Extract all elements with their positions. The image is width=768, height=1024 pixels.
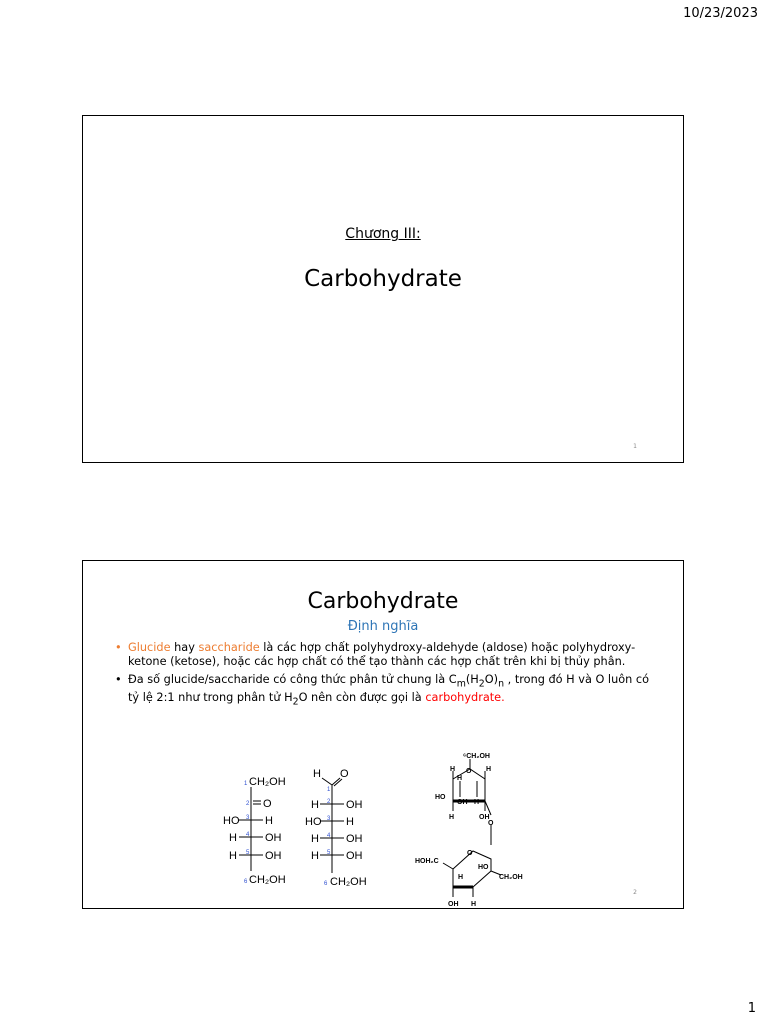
glucose-num-1: 1 [327,787,331,793]
disaccharide-ring-o-bottom: O [467,850,473,857]
dis-label-4: HO [435,794,446,801]
glucose-c4-left: H [311,833,319,845]
fructose-c1: CH₂OH [249,776,286,788]
term-glucide: Glucide [128,641,171,654]
disaccharide-bridge-o: O [488,820,494,827]
glucose-num-5: 5 [327,850,331,856]
dis-label-11: CH₂OH [499,874,523,881]
slide-2-subtitle: Định nghĩa [347,619,419,634]
water-sub-2: 2 [292,696,299,708]
page-number: 1 [747,1001,756,1016]
dis-label-1: H [457,775,463,782]
fructose-num-4: 4 [246,832,250,838]
word-hay: hay [170,641,199,654]
fructose-num-5: 5 [246,850,250,856]
definition-bullet-2 [115,673,651,710]
definition-list [115,641,651,714]
disaccharide-ring-o-top: O [466,768,472,775]
slide-1 [82,115,684,463]
dis-label-6: OH [479,814,490,821]
formula-text-4: , trong đó H và O luôn có tỷ lệ 2:1 như trong phân tử H [128,673,650,705]
fructose-c3-right: H [265,815,273,827]
disaccharide-top-ch2oh: ⁶CH₂OH [463,753,490,760]
fructose-c5-left: H [229,850,237,862]
fructose-num-3: 3 [246,815,250,821]
term-carbohydrate: carbohydrate. [425,691,505,705]
formula-text-1: Đa số glucide/saccharide có công thức phân tử chung là C [128,673,457,686]
formula-sub-m: m [456,678,466,690]
slide-2 [82,560,684,909]
dis-label-12: OH [448,901,459,908]
dis-label-8: HOH₂C [415,858,439,865]
slide-2-number: 2 [633,889,637,896]
dis-label-3: OH [457,799,468,806]
glucose-c3-right: H [346,816,354,828]
glucose-num-6: 6 [324,881,328,887]
dis-label-7: H [449,814,455,821]
dis-label-5: H [474,799,480,806]
dis-label-13: H [471,901,477,908]
fructose-num-1: 1 [244,781,248,787]
glucose-aldehyde-o: O [340,768,349,780]
fructose-num-2: 2 [246,801,250,807]
glucose-aldehyde-h: H [313,768,321,780]
slide-1-title: Carbohydrate [304,266,462,292]
fructose-num-6: 6 [244,879,248,885]
glucose-c3-left: HO [305,816,322,828]
fructose-fischer-structure [221,773,296,895]
fructose-c5-right: OH [265,850,282,862]
glucose-num-3: 3 [327,816,331,822]
fructose-c6: CH₂OH [249,874,286,886]
fructose-c3-left: HO [223,815,240,827]
glucose-num-4: 4 [327,833,331,839]
dis-label-10: HO [478,864,489,871]
fructose-c4-right: OH [265,832,282,844]
formula-text-5: O nên còn được gọi là [298,691,426,705]
glucose-c2-right: OH [346,799,363,811]
glucose-c6: CH₂OH [330,876,367,888]
disaccharide-haworth-structure [415,749,535,913]
slide-2-title: Carbohydrate [307,589,459,614]
glucose-num-2: 2 [327,799,331,805]
fructose-c2-oxygen: O [263,798,272,810]
formula-sub-2: 2 [478,678,485,690]
formula-text-3: O) [484,673,499,686]
glucose-c2-left: H [311,799,319,811]
definition-text: là các hợp chất polyhydroxy-aldehyde (aldose) hoặc polyhydroxy-ketone (ketose), hoặc các hợp chất có thể tạo thành các hợp chất trên khi bị thủy phân. [128,641,636,668]
chapter-heading: Chương III: [345,226,421,242]
slide-1-number: 1 [633,443,637,450]
dis-label-2: H [486,766,492,773]
formula-text-2: (H [465,673,479,686]
glucose-c5-right: OH [346,850,363,862]
formula-sub-n: n [498,678,505,690]
glucose-c5-left: H [311,850,319,862]
dis-label-9: H [458,874,464,881]
definition-bullet-1 [115,641,651,669]
fructose-c4-left: H [229,832,237,844]
glucose-c4-right: OH [346,833,363,845]
glucose-fischer-structure [305,765,385,895]
term-saccharide: saccharide [198,641,260,654]
dis-label-0: H [450,766,456,773]
header-date: 10/23/2023 [683,6,758,21]
